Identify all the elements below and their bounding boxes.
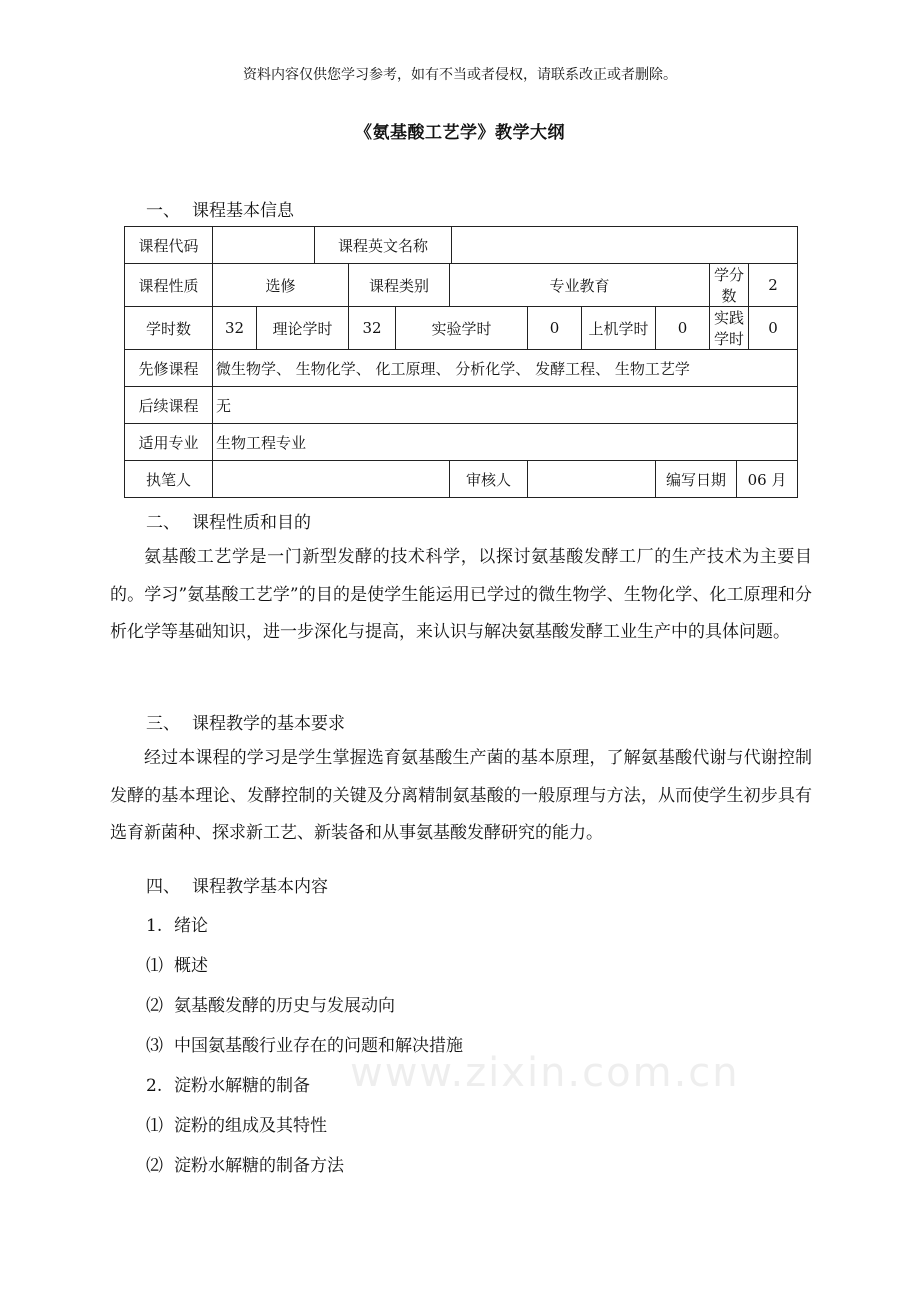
table-row [125,307,798,350]
item-text: 淀粉的组成及其特性 [174,1116,327,1136]
section-title: 课程性质和目的 [192,513,311,533]
content-item-history [146,991,395,1016]
hours-label: 学时数 [125,307,213,350]
section-title: 课程教学的基本要求 [192,714,345,734]
item-marker: 1. [146,916,163,936]
section-title: 课程基本信息 [192,201,294,221]
category-value: 专业教育 [450,264,710,307]
content-item-preparation-method [146,1151,344,1176]
theory-hours-label: 理论学时 [257,307,349,350]
theory-hours-value: 32 [349,307,396,350]
nature-label: 课程性质 [125,264,213,307]
section-number: 三、 [146,714,180,734]
reviewer-value [528,461,656,498]
item-text: 绪论 [174,916,208,936]
prereq-label: 先修课程 [125,350,213,387]
computer-hours-label: 上机学时 [582,307,656,350]
item-text: 淀粉水解糖的制备 [174,1076,310,1096]
table-row [125,424,798,461]
followup-value: 无 [213,387,798,424]
section-number: 一、 [146,201,180,221]
nature-purpose-paragraph: 氨基酸工艺学是一门新型发酵的技术科学，以探讨氨基酸发酵工厂的生产技术为主要目的。学习”氨基酸工艺学”的目的是使学生能运用已学过的微生物学、生物化学、化工原理和分析化学等基础知识，进一步深化与提高，来认识与解决氨基酸发酵工业生产中的具体问题。 [110,547,812,642]
course-code-label: 课程代码 [125,227,213,264]
content-item-starch-composition [146,1111,327,1136]
section-heading-nature-purpose [146,508,311,533]
major-label: 适用专业 [125,424,213,461]
course-info-table [124,226,798,498]
item-marker: ⑴ [146,1116,163,1136]
author-value [213,461,450,498]
category-label: 课程类别 [349,264,450,307]
item-text: 概述 [174,956,208,976]
hours-value: 32 [213,307,257,350]
section-title: 课程教学基本内容 [192,877,328,897]
item-marker: 2. [146,1076,163,1096]
reviewer-label: 审核人 [450,461,528,498]
date-label: 编写日期 [656,461,737,498]
item-marker: ⑴ [146,956,163,976]
followup-label: 后续课程 [125,387,213,424]
credits-value: 2 [749,264,798,307]
computer-hours-value: 0 [656,307,710,350]
item-marker: ⑵ [146,996,163,1016]
nature-value: 选修 [213,264,349,307]
item-text: 淀粉水解糖的制备方法 [174,1156,344,1176]
credits-label: 学分数 [710,264,749,307]
table-row [125,264,798,307]
table-row [125,461,798,498]
section-number: 四、 [146,877,180,897]
item-marker: ⑵ [146,1156,163,1176]
table-row [125,387,798,424]
disclaimer-notice: 资料内容仅供您学习参考，如有不当或者侵权，请联系改正或者删除。 [243,67,677,83]
item-marker: ⑶ [146,1036,163,1056]
content-item-overview [146,951,208,976]
english-name-label: 课程英文名称 [315,227,452,264]
table-row [125,227,798,264]
section-heading-content [146,872,328,897]
requirements-paragraph: 经过本课程的学习是学生掌握选育氨基酸生产菌的基本原理，了解氨基酸代谢与代谢控制发酵的基本理论、发酵控制的关键及分离精制氨基酸的一般原理与方法，从而使学生初步具有选育新菌种、探求新工艺、新装备和从事氨基酸发酵研究的能力。 [110,748,812,843]
section-number: 二、 [146,513,180,533]
practice-hours-label: 实践学时 [710,307,749,350]
item-text: 氨基酸发酵的历史与发展动向 [174,996,395,1016]
major-value: 生物工程专业 [213,424,798,461]
item-text: 中国氨基酸行业存在的问题和解决措施 [174,1036,463,1056]
lab-hours-value: 0 [528,307,582,350]
prereq-value: 微生物学、 生物化学、 化工原理、 分析化学、 发酵工程、 生物工艺学 [213,350,798,387]
lab-hours-label: 实验学时 [396,307,528,350]
course-code-value [213,227,315,264]
english-name-value [452,227,798,264]
section-heading-requirements [146,709,345,734]
watermark: www.zixin.com.cn [350,1050,740,1096]
content-item-intro [146,911,208,936]
author-label: 执笔人 [125,461,213,498]
content-item-starch-hydrolysis [146,1071,310,1096]
section-heading-basic-info [146,196,294,221]
practice-hours-value: 0 [749,307,798,350]
table-row [125,350,798,387]
date-value: 06 月 [737,461,798,498]
document-title: 《氨基酸工艺学》教学大纲 [355,123,565,143]
